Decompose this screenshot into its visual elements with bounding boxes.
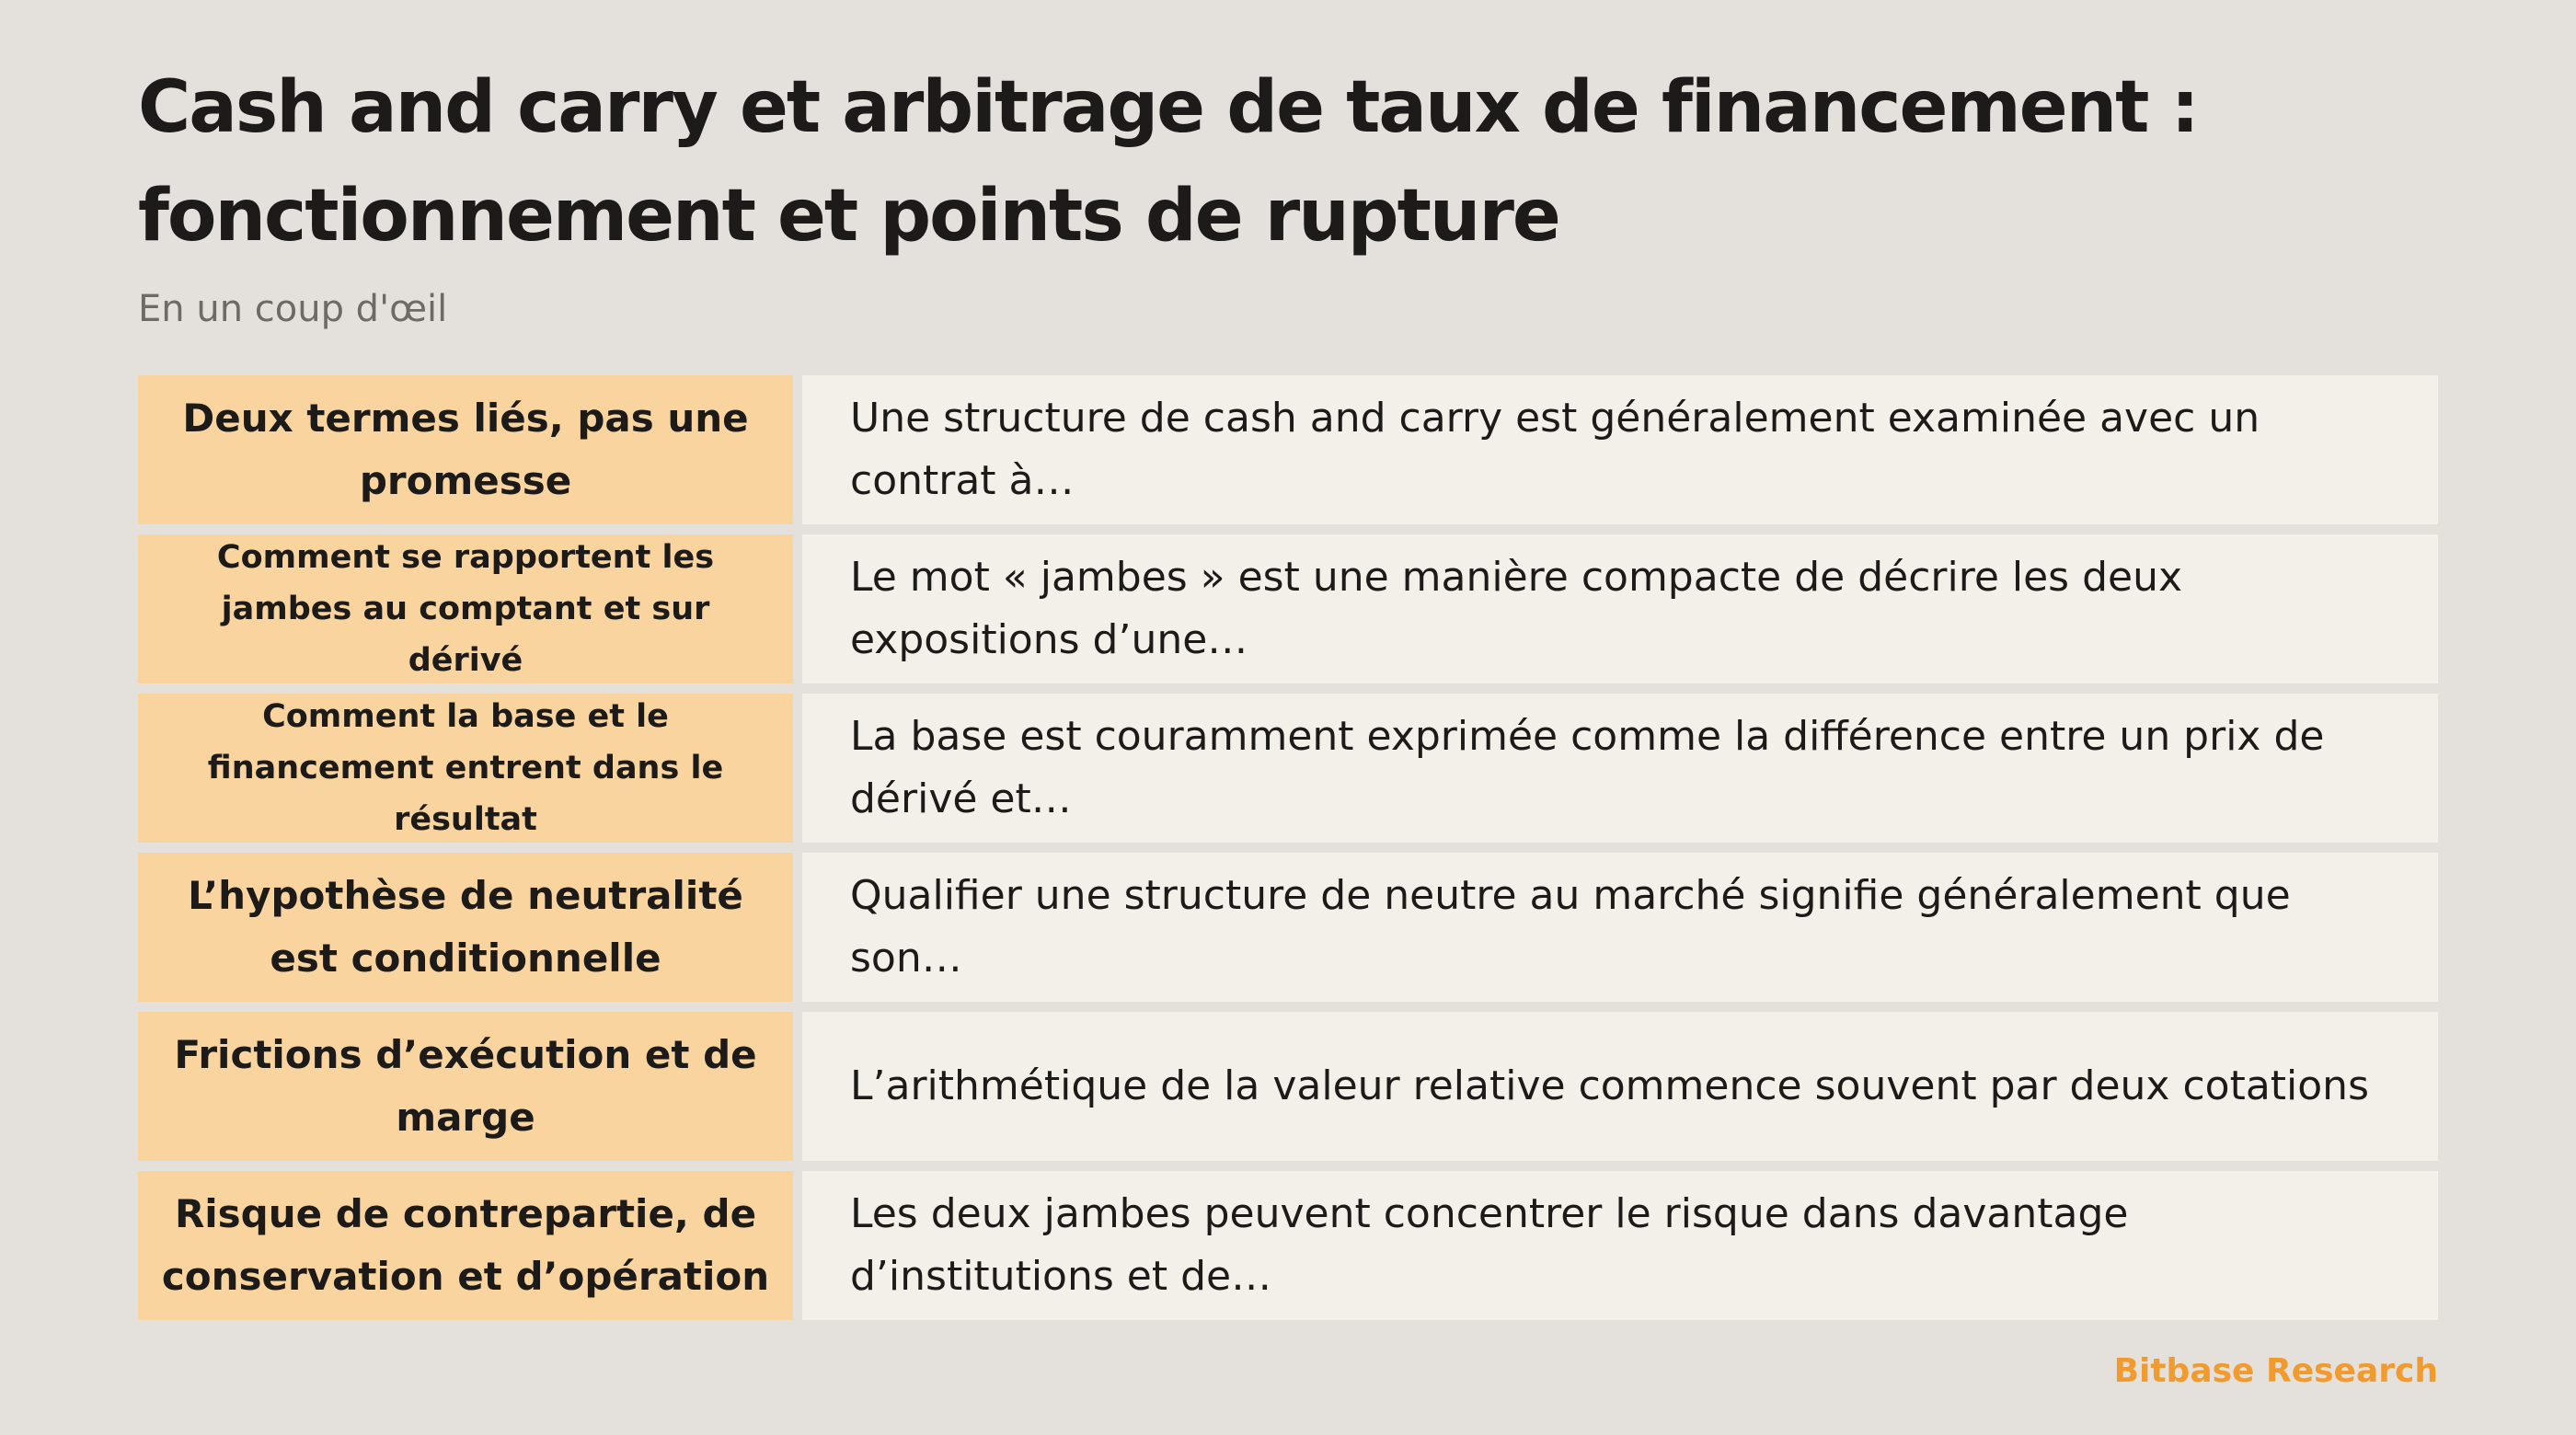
- row-heading: Comment la base et le financement entrent dans le résultat: [138, 694, 793, 843]
- row-text: Une structure de cash and carry est généralement examinée avec un contrat à…: [802, 375, 2438, 524]
- row-heading: Frictions d’exécution et de marge: [138, 1012, 793, 1161]
- row-heading: Risque de contrepartie, de conservation et d’opération: [138, 1171, 793, 1320]
- row-text: Les deux jambes peuvent concentrer le risque dans davantage d’institutions et de…: [802, 1171, 2438, 1320]
- table-row: [138, 694, 2438, 843]
- summary-table: [138, 375, 2438, 1320]
- row-heading: Deux termes liés, pas une promesse: [138, 375, 793, 524]
- page-subtitle: En un coup d'œil: [138, 288, 448, 330]
- row-text: L’arithmétique de la valeur relative commence souvent par deux cotations: [802, 1012, 2438, 1161]
- table-row: [138, 1012, 2438, 1161]
- table-row: [138, 853, 2438, 1002]
- row-heading: Comment se rapportent les jambes au comptant et sur dérivé: [138, 534, 793, 683]
- row-text: Qualifier une structure de neutre au marché signifie généralement que son…: [802, 853, 2438, 1002]
- table-row: [138, 375, 2438, 524]
- table-row: [138, 534, 2438, 683]
- row-text: La base est couramment exprimée comme la différence entre un prix de dérivé et…: [802, 694, 2438, 843]
- row-heading: L’hypothèse de neutralité est conditionnelle: [138, 853, 793, 1002]
- brand-label: Bitbase Research: [2113, 1352, 2438, 1390]
- page-title: Cash and carry et arbitrage de taux de financement : fonctionnement et points de rupture: [138, 66, 2198, 258]
- table-row: [138, 1171, 2438, 1320]
- row-text: Le mot « jambes » est une manière compacte de décrire les deux expositions d’une…: [802, 534, 2438, 683]
